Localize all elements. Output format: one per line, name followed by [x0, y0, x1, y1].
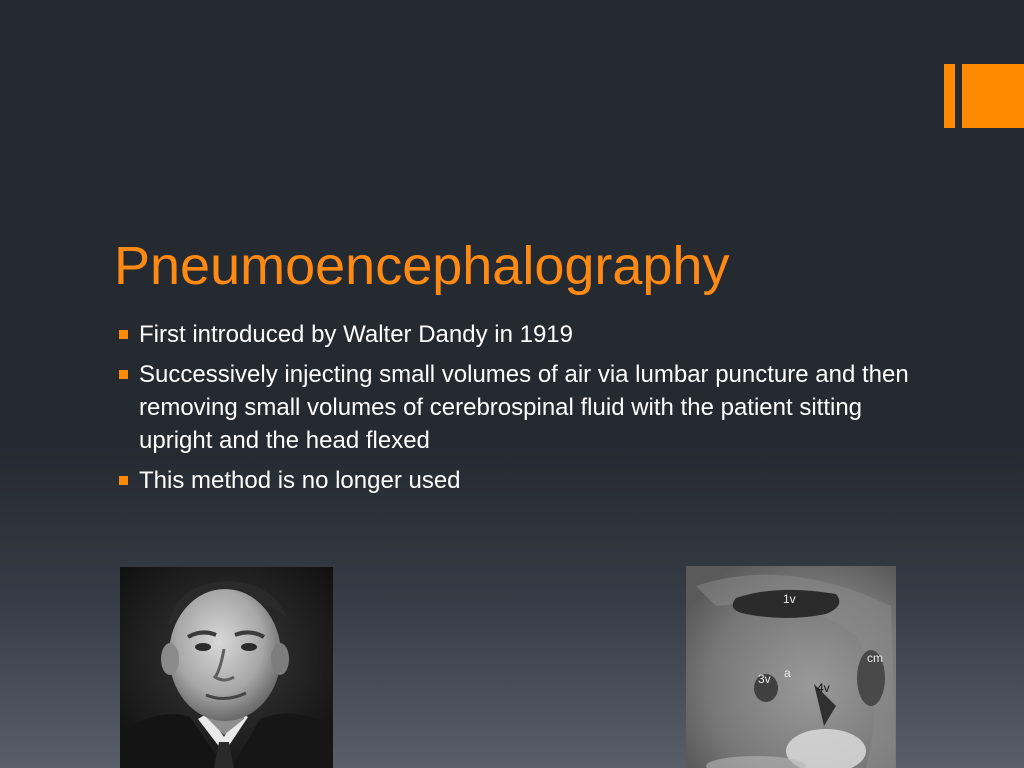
xray-label-cm: cm [867, 651, 883, 665]
xray-label-1v: 1v [783, 592, 796, 606]
slide-title: Pneumoencephalography [114, 236, 730, 296]
bullet-text: First introduced by Walter Dandy in 1919 [139, 321, 573, 348]
bullet-text: This method is no longer used [139, 467, 461, 494]
portrait-photo [120, 567, 333, 768]
portrait-illustration [120, 567, 333, 768]
bullet-item [118, 318, 918, 351]
xray-label-a: a [784, 666, 791, 680]
bullet-item [118, 358, 918, 457]
bullet-text: Successively injecting small volumes of air via lumbar puncture and then removing small volumes of cerebrospinal fluid with the patient sitting upright and the head flexed [139, 361, 909, 454]
square-bullet-icon [119, 476, 128, 485]
xray-image [686, 566, 896, 768]
accent-bar-thick [962, 64, 1024, 128]
square-bullet-icon [119, 370, 128, 379]
accent-bar-thin [944, 64, 955, 128]
xray-label-3v: 3v [758, 672, 771, 686]
xray-label-4v: 4v [817, 681, 830, 695]
square-bullet-icon [119, 330, 128, 339]
bullet-item [118, 464, 918, 497]
bullet-list [118, 318, 918, 504]
